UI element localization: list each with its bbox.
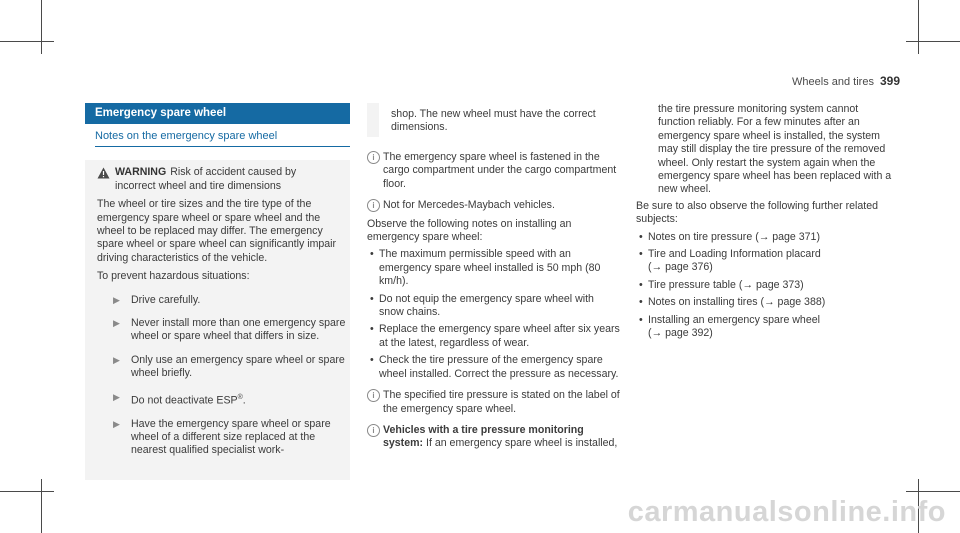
warning-lead: Risk of accident caused by incorrect wheel and tire dimensions — [115, 166, 297, 192]
section-title: Emergency spare wheel — [85, 103, 350, 124]
list-item: • Replace the emergency spare wheel after six years at the latest, regardless of wear. — [367, 323, 621, 350]
column-1 — [85, 103, 350, 480]
related-link[interactable]: • Tire and Loading Information placard (→ page 376) — [636, 248, 898, 275]
crop-mark — [0, 41, 54, 42]
warning-continuation: shop. The new wheel must have the correct dimensions. — [367, 103, 621, 137]
warning-box — [85, 160, 350, 480]
triangle-bullet-icon: ▶ — [113, 418, 120, 429]
crop-mark — [41, 479, 42, 533]
bullet-icon: • — [370, 248, 374, 261]
list-item: ▶ Do not deactivate ESP®. — [97, 391, 350, 408]
note: i Not for Mercedes-Maybach vehicles. — [367, 199, 621, 212]
header-section: Wheels and tires — [792, 76, 874, 88]
info-icon: i — [367, 151, 380, 164]
list-item: ▶ Only use an emergency spare wheel or spare wheel briefly. — [97, 354, 350, 381]
crop-mark — [906, 491, 960, 492]
note: i Vehicles with a tire pressure monitoring system: If an emergency spare wheel is installed, — [367, 424, 621, 451]
bullet-icon: • — [639, 296, 643, 309]
bullet-icon: • — [639, 278, 643, 291]
list-item: ▶ Have the emergency spare wheel or spare wheel of a different size replaced at the nearest qualified specialist work- — [97, 418, 350, 458]
subsection-title: Notes on the emergency spare wheel — [95, 130, 350, 147]
list-item: • The maximum permissible speed with an emergency spare wheel installed is 50 mph (80 km/h). — [367, 248, 621, 288]
page-number: 399 — [879, 74, 900, 88]
crop-mark — [41, 0, 42, 54]
related-link[interactable]: • Tire pressure table (→ page 373) — [636, 279, 898, 292]
column-2 — [367, 103, 621, 451]
list-item: ▶ Never install more than one emergency spare wheel or spare wheel that differs in size. — [97, 317, 350, 344]
related-link[interactable]: • Notes on installing tires (→ page 388) — [636, 296, 898, 309]
bullet-icon: • — [639, 313, 643, 326]
list-item: • Check the tire pressure of the emergency spare wheel installed. Correct the pressure as necessary. — [367, 354, 621, 381]
note: i The emergency spare wheel is fastened in the cargo compartment under the cargo compartment floor. — [367, 151, 621, 191]
bullet-icon: • — [639, 230, 643, 243]
info-icon: i — [367, 389, 380, 402]
related-link[interactable]: • Notes on tire pressure (→ page 371) — [636, 231, 898, 244]
running-header — [792, 74, 900, 88]
observe-text: Observe the following notes on installing an emergency spare wheel: — [367, 217, 572, 244]
watermark: carmanualsonline.info — [627, 496, 946, 528]
info-icon: i — [367, 424, 380, 437]
note: i The specified tire pressure is stated on the label of the emergency spare wheel. — [367, 389, 621, 416]
prevent-text: To prevent hazardous situations: — [97, 270, 250, 283]
continuation-text: the tire pressure monitoring system cannot function reliably. For a few minutes after an emergency spare wheel is installed, the system may still display the tire pressure of the removed wheel. Only restart the system again when the emergency spare wheel has been replaced with a new wheel. — [658, 103, 892, 196]
warning-triangle-icon — [97, 166, 115, 193]
list-item: ▶ Drive carefully. — [97, 294, 350, 307]
column-3 — [636, 103, 898, 341]
related-intro: Be sure to also observe the following further related subjects: — [636, 199, 879, 226]
bullet-icon: • — [639, 248, 643, 261]
crop-mark — [0, 491, 54, 492]
triangle-bullet-icon: ▶ — [113, 294, 120, 305]
info-icon: i — [367, 199, 380, 212]
list-item: • Do not equip the emergency spare wheel with snow chains. — [367, 293, 621, 320]
warning-body: The wheel or tire sizes and the tire type of the emergency spare wheel or spare wheel and the wheel to be replaced may differ. The emergency spare wheel or spare wheel can significantly impair driving characteristics of the vehicle. — [97, 198, 337, 264]
bullet-icon: • — [370, 323, 374, 336]
triangle-bullet-icon: ▶ — [113, 354, 120, 365]
triangle-bullet-icon: ▶ — [113, 391, 120, 402]
triangle-bullet-icon: ▶ — [113, 318, 120, 329]
warning-title: WARNING — [115, 166, 167, 179]
bullet-icon: • — [370, 292, 374, 305]
related-link[interactable]: • Installing an emergency spare wheel (→ page 392) — [636, 314, 898, 341]
crop-mark — [906, 41, 960, 42]
crop-mark — [918, 0, 919, 54]
bullet-icon: • — [370, 354, 374, 367]
